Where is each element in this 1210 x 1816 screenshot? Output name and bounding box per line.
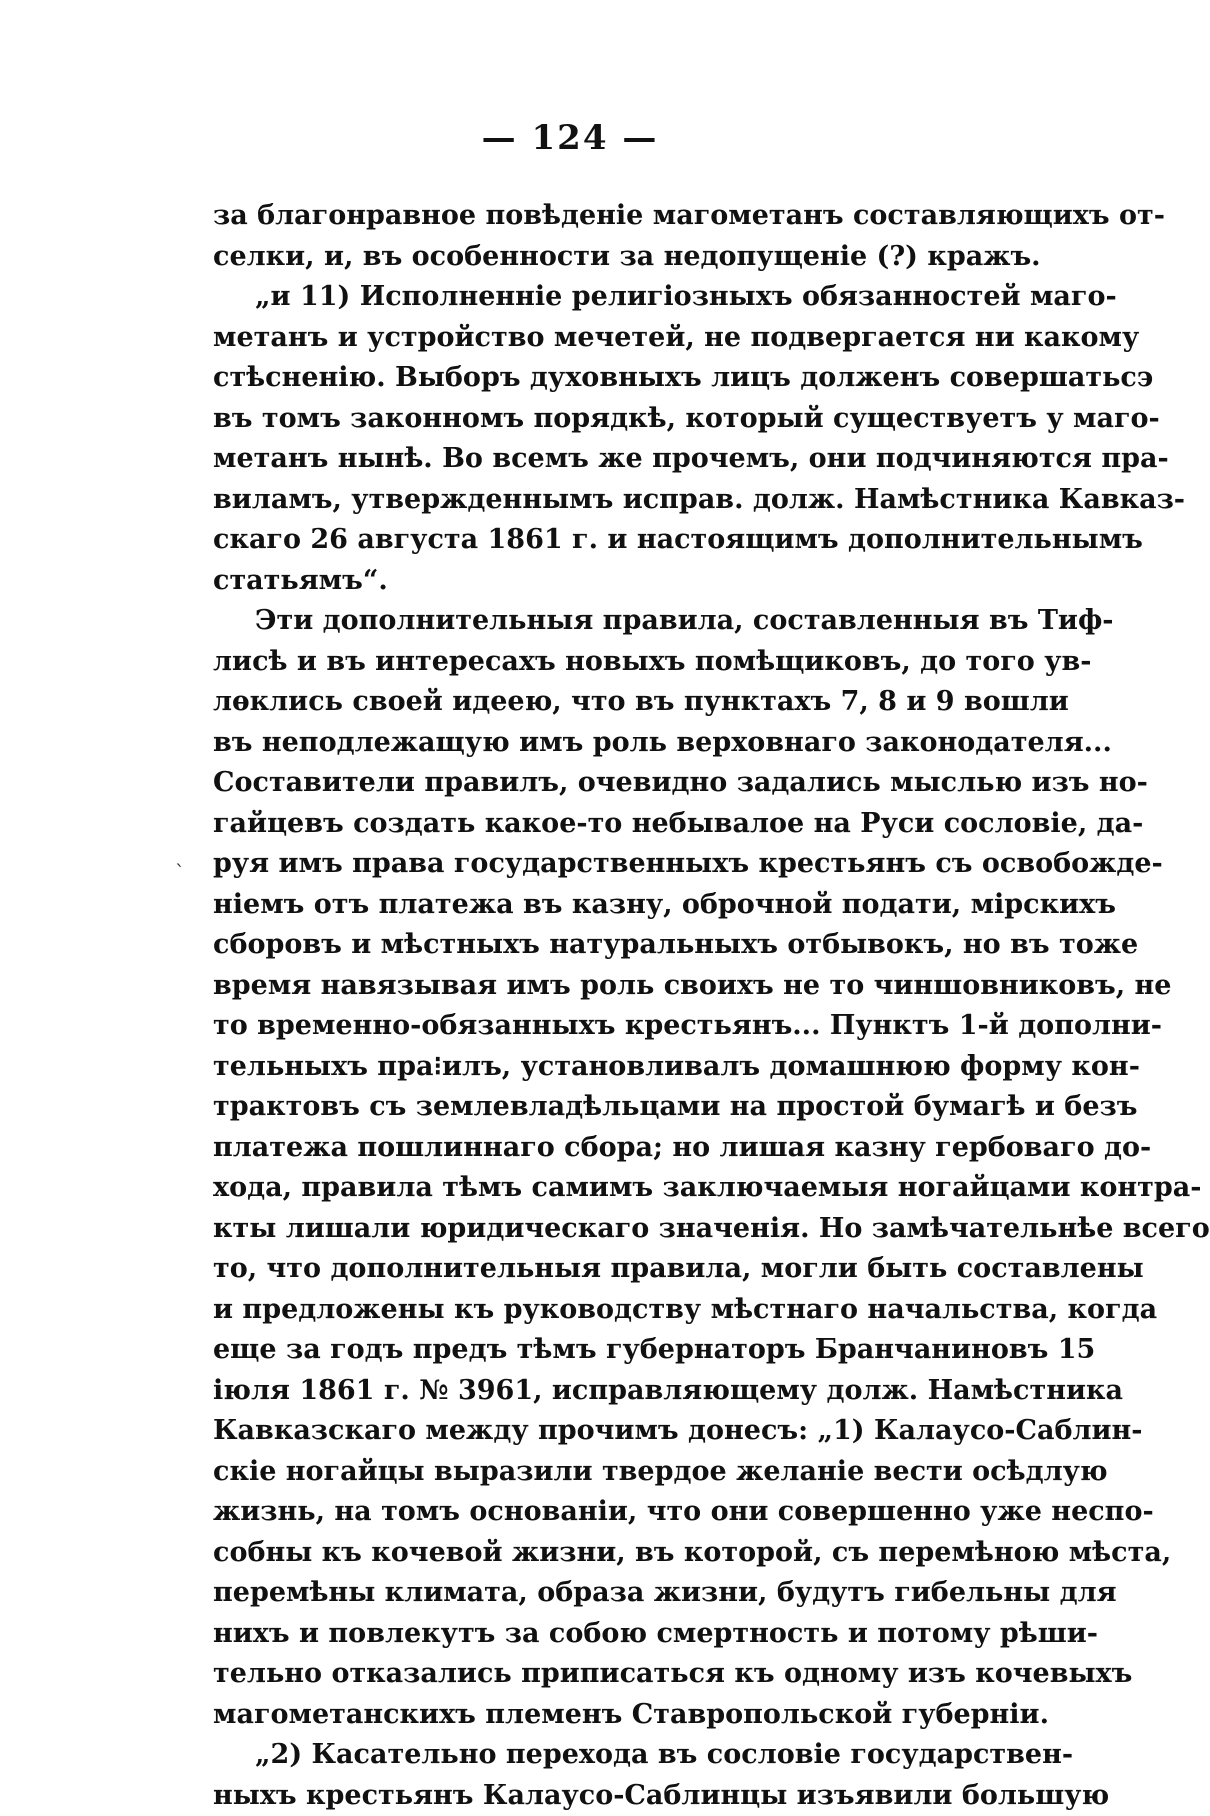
text-line: перемѣны климата, образа жизни, будутъ гибельны для [213,1573,1055,1614]
text-line: Кавказскаго между прочимъ донесъ: „1) Калаусо-Саблин- [213,1411,1055,1452]
text-line: то, что дополнительныя правила, могли быть составлены [213,1249,1055,1290]
text-line: трактовъ съ землевладѣльцами на простой бумагѣ и безъ [213,1087,1055,1128]
text-line: „2) Касательно перехода въ сословіе государствен- [213,1735,1055,1776]
text-line: нихъ и повлекутъ за собою смертность и потому рѣши- [213,1614,1055,1655]
page-number: — 124 — [0,118,1140,158]
text-line: время навязывая имъ роль своихъ не то чиншовниковъ, не [213,966,1055,1007]
text-line: руя имъ права государственныхъ крестьянъ съ освобожде- [213,844,1055,885]
margin-mark: ˋ [175,860,185,884]
text-line: магометанскихъ племенъ Ставропольской губерніи. [213,1695,1055,1736]
text-line: кты лишали юридическаго значенія. Но замѣчательнѣе всего [213,1209,1055,1250]
text-line: еще за годъ предъ тѣмъ губернаторъ Бранчаниновъ 15 [213,1330,1055,1371]
text-line: въ неподлежащую имъ роль верховнаго законодателя... [213,723,1055,764]
text-line: сборовъ и мѣстныхъ натуральныхъ отбывокъ, но въ тоже [213,925,1055,966]
text-line: лѳклись своей идеею, что въ пунктахъ 7, 8 и 9 вошли [213,682,1055,723]
text-line: лисѣ и въ интересахъ новыхъ помѣщиковъ, до того ув- [213,642,1055,683]
text-line: собны къ кочевой жизни, въ которой, съ перемѣною мѣста, [213,1533,1055,1574]
text-line: и предложены къ руководству мѣстнаго начальства, когда [213,1290,1055,1331]
text-line: виламъ, утвержденнымъ исправ. долж. Намѣстника Кавказ- [213,480,1055,521]
text-line: хода, правила тѣмъ самимъ заключаемыя ногайцами контра- [213,1168,1055,1209]
text-line: тельно отказались приписаться къ одному изъ кочевыхъ [213,1654,1055,1695]
text-line: Составители правилъ, очевидно задались мыслью изъ но- [213,763,1055,804]
text-line: ныхъ крестьянъ Калаусо-Саблинцы изъявили большую [213,1776,1055,1816]
text-line: стѣсненію. Выборъ духовныхъ лицъ долженъ совершатьсэ [213,358,1055,399]
text-line: скаго 26 августа 1861 г. и настоящимъ дополнительнымъ [213,520,1055,561]
text-line: статьямъ“. [213,561,1055,602]
text-line: скіе ногайцы выразили твердое желаніе вести осѣдлую [213,1452,1055,1493]
text-line: платежа пошлиннаго сбора; но лишая казну гербоваго до- [213,1128,1055,1169]
text-line: то временно-обязанныхъ крестьянъ... Пунктъ 1-й дополни- [213,1006,1055,1047]
text-line: жизнь, на томъ основаніи, что они совершенно уже неспо- [213,1492,1055,1533]
text-line: тельныхъ пра⁝илъ, установливалъ домашнюю форму кон- [213,1047,1055,1088]
text-line: въ томъ законномъ порядкѣ, который существуетъ у маго- [213,399,1055,440]
text-line: метанъ нынѣ. Во всемъ же прочемъ, они подчиняются пра- [213,439,1055,480]
text-line: „и 11) Исполненніе религіозныхъ обязанностей маго- [213,277,1055,318]
text-line: ніемъ отъ платежа въ казну, оброчной подати, мірскихъ [213,885,1055,926]
text-line: Эти дополнительныя правила, составленныя въ Тиф- [213,601,1055,642]
text-line: іюля 1861 г. № 3961, исправляющему долж. Намѣстника [213,1371,1055,1412]
text-line: селки, и, въ особенности за недопущеніе (?) кражъ. [213,237,1055,278]
text-line: метанъ и устройство мечетей, не подвергается ни какому [213,318,1055,359]
text-line: за благонравное повѣденіе магометанъ составляющихъ от- [213,196,1055,237]
page-body-text [213,196,1055,1816]
text-line: гайцевъ создать какое-то небывалое на Руси сословіе, да- [213,804,1055,845]
